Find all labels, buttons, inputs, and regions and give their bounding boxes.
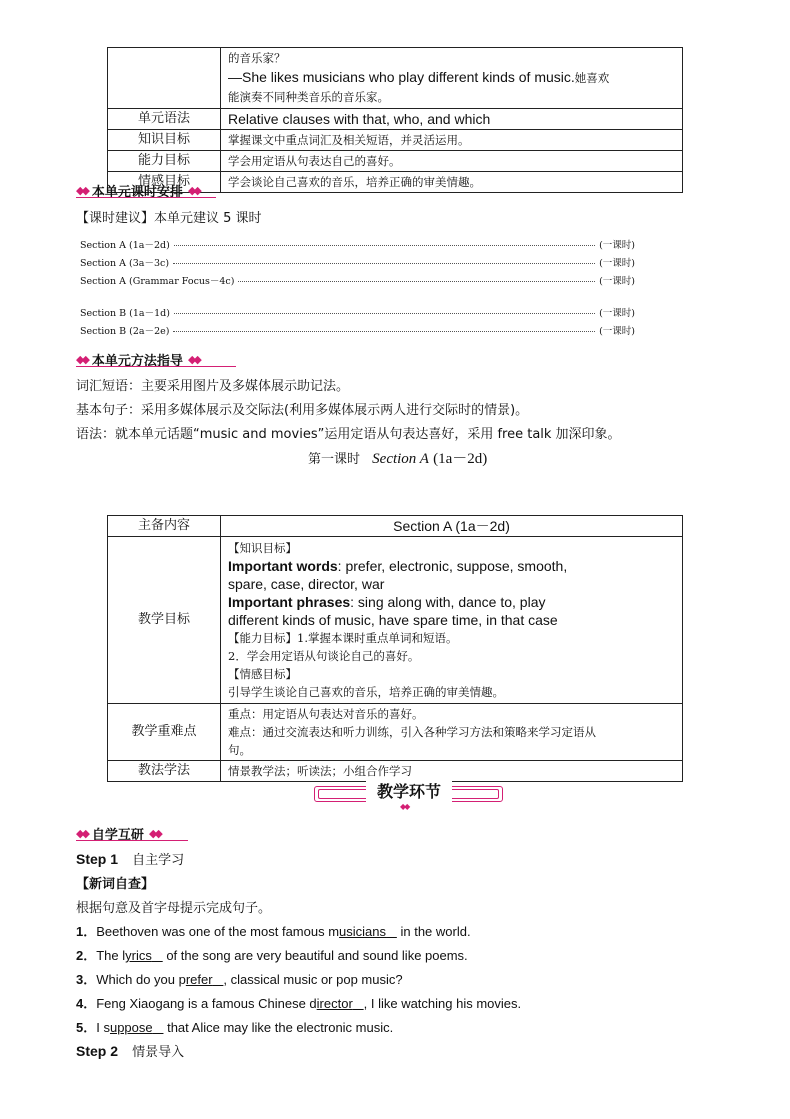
self-study-heading-text: 自学互研 <box>91 828 144 843</box>
example-cell <box>221 48 683 109</box>
words-list: : prefer, electronic, suppose, smooth, <box>337 558 568 574</box>
schedule-item <box>80 305 635 319</box>
diamond-left-icon: ◆◆ <box>76 827 87 840</box>
words-label: Important words <box>228 558 338 574</box>
table-row <box>108 109 683 130</box>
schedule-item <box>80 255 635 269</box>
sentence-number: 2． <box>76 948 97 963</box>
difficulty-content <box>221 704 683 761</box>
step2-label: Step 2 <box>76 1043 119 1059</box>
example-chinese: 她喜欢 <box>574 71 610 85</box>
grammar-label: 单元语法 <box>108 109 221 130</box>
sentence-number: 1． <box>76 924 97 939</box>
schedule-suggestion: 【课时建议】本单元建议 5 课时 <box>76 211 262 226</box>
answer-blank: uppose <box>109 1020 153 1035</box>
words-list-2: spare, case, director, war <box>228 576 385 592</box>
knowledge-tag: 【知识目标】 <box>228 541 297 555</box>
difficulty-label: 教学重难点 <box>108 704 221 761</box>
knowledge-value: 掌握课文中重点词汇及相关短语，并灵活运用。 <box>221 130 683 151</box>
emotion-text: 引导学生谈论自己喜欢的音乐，培养正确的审美情趣。 <box>228 685 504 699</box>
sentence-text: that Alice may like the electronic music. <box>163 1020 394 1035</box>
empty-label-cell <box>108 48 221 109</box>
sentence-text: , I like watching his movies. <box>363 996 522 1011</box>
new-words-tag: 【新词自查】 <box>76 877 155 892</box>
emotion-value: 学会谈论自己喜欢的音乐，培养正确的审美情趣。 <box>221 172 683 193</box>
sentence-number: 5． <box>76 1020 97 1035</box>
method-label: 教法学法 <box>108 761 221 782</box>
blank-tail <box>153 1020 164 1035</box>
self-study-underline <box>76 840 188 841</box>
lesson-title-cn: 第一课时 <box>308 452 361 467</box>
step2 <box>76 1041 184 1060</box>
schedule-item-hours: (一课时) <box>599 326 635 337</box>
table-row <box>108 516 683 537</box>
difficult-point: 难点：通过交流表达和听力训练，引入各种学习方法和策略来学习定语从 <box>228 725 596 739</box>
schedule-heading-text: 本单元课时安排 <box>91 185 183 200</box>
sentence-text: I s <box>96 1020 110 1035</box>
instruction: 根据句意及首字母提示完成句子。 <box>76 901 272 916</box>
schedule-item-label: Section B (1a－1d) <box>80 308 170 319</box>
schedule-item-hours: (一课时) <box>599 258 635 269</box>
lesson-title-en: Section A <box>372 451 429 467</box>
step2-title: 情景导入 <box>132 1045 185 1060</box>
lesson-title-range: (1a－2d) <box>433 451 488 467</box>
blank-tail <box>213 972 224 987</box>
sentence-text: of the song are very beautiful and sound like poems. <box>162 948 468 963</box>
ability-1: 1.掌握本课时重点单词和短语。 <box>297 631 458 645</box>
schedule-item-label: Section A (1a－2d) <box>80 240 170 251</box>
blank-tail <box>353 996 364 1011</box>
exercise-sentence <box>76 993 521 1012</box>
schedule-item-label: Section B (2a－2e) <box>80 326 170 337</box>
diamond-center-icon: ◆◆ <box>400 802 409 811</box>
method-line: 语法：就本单元话题“music and movies”运用定语从句表达喜好，采用 free talk 加深印象。 <box>76 427 621 442</box>
schedule-item-hours: (一课时) <box>599 276 635 287</box>
diamond-left-icon: ◆◆ <box>76 353 87 366</box>
sentence-text: Feng Xiaogang is a famous Chinese d <box>96 996 317 1011</box>
method-line: 基本句子：采用多媒体展示及交际法(利用多媒体展示两人进行交际时的情景)。 <box>76 403 529 418</box>
exercise-sentence <box>76 1017 393 1036</box>
step1 <box>76 849 184 868</box>
table-row <box>108 704 683 761</box>
knowledge-label: 知识目标 <box>108 130 221 151</box>
sentence-text: Beethoven was one of the most famous m <box>96 924 340 939</box>
sentence-number: 3． <box>76 972 97 987</box>
method-heading-text: 本单元方法指导 <box>91 354 183 369</box>
method-value: 情景教学法；听读法；小组合作学习 <box>221 761 683 782</box>
ability-label: 能力目标 <box>108 151 221 172</box>
lesson-title <box>308 447 487 468</box>
table-row <box>108 537 683 704</box>
goal-label: 教学目标 <box>108 537 221 704</box>
teaching-banner <box>314 781 503 811</box>
schedule-item <box>80 237 635 251</box>
exercise-sentence <box>76 921 471 940</box>
table-row <box>108 151 683 172</box>
example-english: —She likes musicians who play different kinds of music. <box>228 69 575 85</box>
method-heading-underline <box>76 366 236 367</box>
ability-value: 学会用定语从句表达自己的喜好。 <box>221 151 683 172</box>
sentence-text: Which do you p <box>96 972 186 987</box>
answer-blank: usicians <box>339 924 387 939</box>
method-line: 词汇短语：主要采用图片及多媒体展示助记法。 <box>76 379 350 394</box>
ability-2: 2．学会用定语从句谈论自己的喜好。 <box>228 649 420 663</box>
blank-tail <box>386 924 397 939</box>
schedule-item-hours: (一课时) <box>599 240 635 251</box>
schedule-item <box>80 273 635 287</box>
header-label: 主备内容 <box>108 516 221 537</box>
unit-goals-table <box>107 47 683 193</box>
diamond-right-icon: ◆◆ <box>187 353 199 366</box>
example-line-1: 的音乐家？ <box>228 51 286 65</box>
answer-blank: yrics <box>125 948 152 963</box>
phrases-list-2: different kinds of music, have spare time, in that case <box>228 612 558 628</box>
table-row <box>108 48 683 109</box>
phrases-label: Important phrases <box>228 594 351 610</box>
exercise-sentence <box>76 945 468 964</box>
difficult-point-2: 句。 <box>228 743 251 757</box>
exercise-sentence <box>76 969 403 988</box>
emotion-tag: 【情感目标】 <box>228 667 297 681</box>
blank-tail <box>152 948 163 963</box>
phrases-list: : sing along with, dance to, play <box>350 594 546 610</box>
ability-tag: 【能力目标】 <box>228 631 297 645</box>
diamond-left-icon: ◆◆ <box>76 184 87 197</box>
schedule-heading-underline <box>76 197 216 198</box>
table-row <box>108 761 683 782</box>
example-line-3: 能演奏不同种类音乐的音乐家。 <box>228 90 389 104</box>
header-value: Section A (1a－2d) <box>221 516 683 537</box>
emotion-label: 情感目标 <box>108 172 221 193</box>
key-point: 重点：用定语从句表达对音乐的喜好。 <box>228 707 424 721</box>
step1-title: 自主学习 <box>132 853 185 868</box>
schedule-item <box>80 323 635 337</box>
answer-blank: irector <box>316 996 353 1011</box>
sentence-number: 4． <box>76 996 97 1011</box>
sentence-text: , classical music or pop music? <box>223 972 403 987</box>
diamond-right-icon: ◆◆ <box>187 184 199 197</box>
answer-blank: refer <box>185 972 213 987</box>
goal-content <box>221 537 683 704</box>
schedule-item-hours: (一课时) <box>599 308 635 319</box>
grammar-value: Relative clauses with that, who, and which <box>221 109 683 130</box>
sentence-text: The l <box>96 948 126 963</box>
teaching-banner-text: 教学环节 <box>366 781 452 803</box>
diamond-right-icon: ◆◆ <box>148 827 160 840</box>
schedule-item-label: Section A (Grammar Focus－4c) <box>80 276 235 287</box>
table-row <box>108 130 683 151</box>
schedule-item-label: Section A (3a－3c) <box>80 258 170 269</box>
lesson-plan-table <box>107 515 683 782</box>
step1-label: Step 1 <box>76 851 119 867</box>
sentence-text: in the world. <box>396 924 471 939</box>
